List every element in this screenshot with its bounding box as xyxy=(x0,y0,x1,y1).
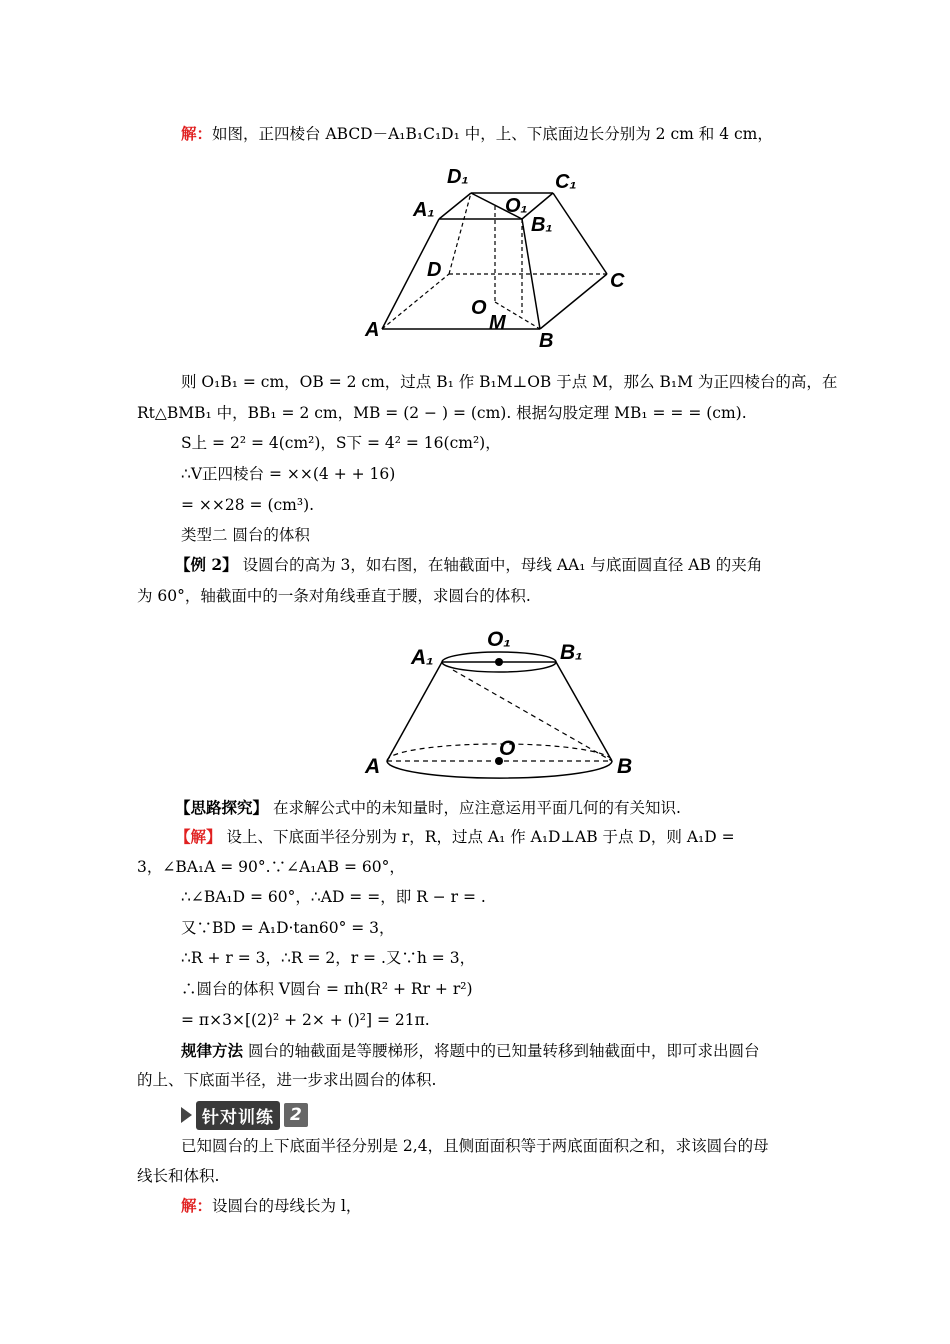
practice-banner xyxy=(181,1101,308,1129)
point-O: O xyxy=(471,297,487,319)
solution-text: 如图，正四棱台 ABCD－A₁B₁C₁D₁ 中，上、下底面边长分别为 2 cm 和 4 cm， xyxy=(212,125,773,143)
frustum-figure xyxy=(355,158,645,353)
cone-point-A1: A₁ xyxy=(411,646,434,669)
text-line-2: 则 O₁B₁ = cm，OB = 2 cm，过点 B₁ 作 B₁M⊥OB 于点 M，那么 B₁M 为正四棱台的高，在 xyxy=(181,373,838,391)
vertex-D1: D₁ xyxy=(447,166,469,188)
vertex-A1: A₁ xyxy=(413,199,435,221)
vertex-A: A xyxy=(365,319,380,341)
text-line-19: 的上、下底面半径，进一步求出圆台的体积. xyxy=(137,1071,437,1089)
vertex-C1: C₁ xyxy=(555,171,577,193)
text-line-21: 线长和体积. xyxy=(137,1167,220,1185)
approach-text: 在求解公式中的未知量时，应注意运用平面几何的有关知识. xyxy=(268,799,681,817)
center-O1-dot xyxy=(495,658,503,666)
truncated-cone-figure xyxy=(355,618,645,783)
example-label: 【例 2】 xyxy=(175,555,238,574)
text-line-9: 为 60°，轴截面中的一条对角线垂直于腰，求圆台的体积. xyxy=(137,587,531,605)
practice-title: 针对训练 xyxy=(196,1101,280,1130)
solution-2-line xyxy=(175,826,817,848)
cone-point-O1: O₁ xyxy=(487,628,511,651)
cone-point-B1: B₁ xyxy=(560,641,583,664)
point-O1: O₁ xyxy=(505,195,528,217)
method-text: 圆台的轴截面是等腰梯形，将题中的已知量转移到轴截面中，即可求出圆台 xyxy=(243,1042,760,1060)
text-line-14: 又∵BD = A₁D·tan60° = 3， xyxy=(181,919,395,937)
text-line-16: ∴圆台的体积 V圆台 = πh(R² + Rr + r²) xyxy=(181,980,473,998)
vertex-B: B xyxy=(539,330,554,352)
vertex-D: D xyxy=(427,259,442,281)
point-M: M xyxy=(489,312,506,334)
section-heading: 类型二 圆台的体积 xyxy=(181,526,310,544)
solution-intro xyxy=(181,123,817,145)
text-line-12: 3，∠BA₁A = 90°.∵∠A₁AB = 60°， xyxy=(137,858,405,876)
method-label: 规律方法 xyxy=(181,1041,244,1060)
method-line xyxy=(181,1040,817,1062)
text-line-3: Rt△BMB₁ 中，BB₁ = 2 cm，MB = (2 − ) = (cm). 根据勾股定理 MB₁ = = = (cm). xyxy=(137,404,747,422)
arrow-icon xyxy=(181,1107,192,1123)
text-line-13: ∴∠BA₁D = 60°，∴AD = =，即 R − r = . xyxy=(181,888,486,906)
solution-3-text: 设圆台的母线长为 l， xyxy=(212,1197,362,1215)
text-line-4: S上 = 2² = 4(cm²)，S下 = 4² = 16(cm²)， xyxy=(181,434,501,452)
text-line-20: 已知圆台的上下底面半径分别是 2,4，且侧面面积等于两底面面积之和，求该圆台的母 xyxy=(181,1137,769,1155)
cone-point-O: O xyxy=(499,737,516,760)
example-text: 设圆台的高为 3，如右图，在轴截面中，母线 AA₁ 与底面圆直径 AB 的夹角 xyxy=(237,556,763,574)
vertex-C: C xyxy=(610,270,625,292)
solution-3-label: 解： xyxy=(181,1196,213,1215)
approach-label: 【思路探究】 xyxy=(175,798,269,817)
vertex-B1: B₁ xyxy=(531,214,553,236)
practice-number: 2 xyxy=(284,1103,308,1127)
cone-point-A: A xyxy=(365,755,381,778)
cone-point-B: B xyxy=(617,755,633,778)
solution-2-text: 设上、下底面半径分别为 r，R，过点 A₁ 作 A₁D⊥AB 于点 D，则 A₁D = xyxy=(221,828,735,846)
solution-3-line xyxy=(181,1195,817,1217)
example-2-line xyxy=(175,554,817,576)
text-line-6: = ××28 = (cm³). xyxy=(181,496,315,514)
solution-label: 解： xyxy=(181,124,213,143)
text-line-17: = π×3×[(2)² + 2× + ()²] = 21π. xyxy=(181,1011,430,1029)
solution-2-label: 【解】 xyxy=(175,827,222,846)
text-line-15: ∴R + r = 3，∴R = 2，r = .又∵h = 3， xyxy=(181,949,476,967)
text-line-5: ∴V正四棱台 = ××(4 + + 16) xyxy=(181,465,396,483)
approach-line xyxy=(175,797,817,819)
